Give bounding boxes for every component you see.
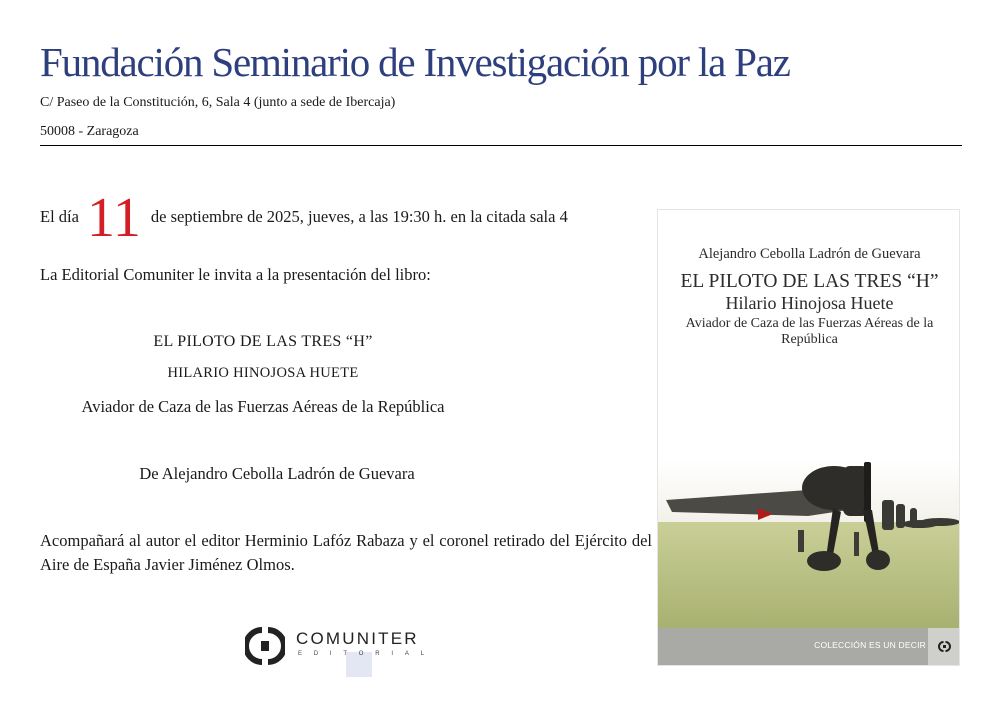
cover-title: EL PILOTO DE LAS TRES “H”: [680, 271, 939, 292]
cover-collection-label: COLECCIÓN ES UN DECIR: [814, 640, 926, 650]
header-divider: [40, 145, 962, 146]
address-line-1: C/ Paseo de la Constitución, 6, Sala 4 (junto a sede de Ibercaja): [40, 95, 396, 110]
cover-comuniter-icon: [928, 628, 960, 665]
accompaniment-text: Acompañará al autor el editor Herminio Lafóz Rabaza y el coronel retirado del Ejército del Aire de España Javier Jiménez Olmos.: [40, 531, 652, 574]
book-title: EL PILOTO DE LAS TRES “H”: [153, 333, 373, 350]
book-subject: HILARIO HINOJOSA HUETE: [167, 365, 359, 381]
address-line-2: 50008 - Zaragoza: [40, 124, 139, 139]
invitation-text: La Editorial Comuniter le invita a la presentación del libro:: [40, 265, 431, 284]
day-prefix: El día: [40, 207, 79, 226]
foundation-title: Fundación Seminario de Investigación por la Paz: [40, 39, 790, 85]
cover-subtitle: Aviador de Caza de las Fuerzas Aéreas de la República: [685, 316, 934, 348]
day-suffix: de septiembre de 2025, jueves, a las 19:30 h. en la citada sala 4: [150, 207, 568, 226]
cover-name: Hilario Hinojosa Huete: [725, 293, 894, 313]
book-description: Aviador de Caza de las Fuerzas Aéreas de la República: [81, 397, 445, 416]
day-number: 11: [86, 187, 141, 249]
cover-logo-box: [928, 628, 960, 665]
publisher-logo-name: COMUNITER: [296, 629, 419, 648]
publisher-logo-tagline: EDITORIAL: [298, 651, 436, 657]
comuniter-logo-icon: [245, 626, 285, 666]
book-cover: [657, 209, 960, 666]
event-date-line: [40, 187, 568, 249]
book-author: De Alejandro Cebolla Ladrón de Guevara: [139, 464, 415, 483]
cover-author: Alejandro Cebolla Ladrón de Guevara: [698, 246, 921, 262]
cover-collection-bar: [658, 628, 960, 665]
fighter-planes-photo-icon: [658, 460, 960, 630]
